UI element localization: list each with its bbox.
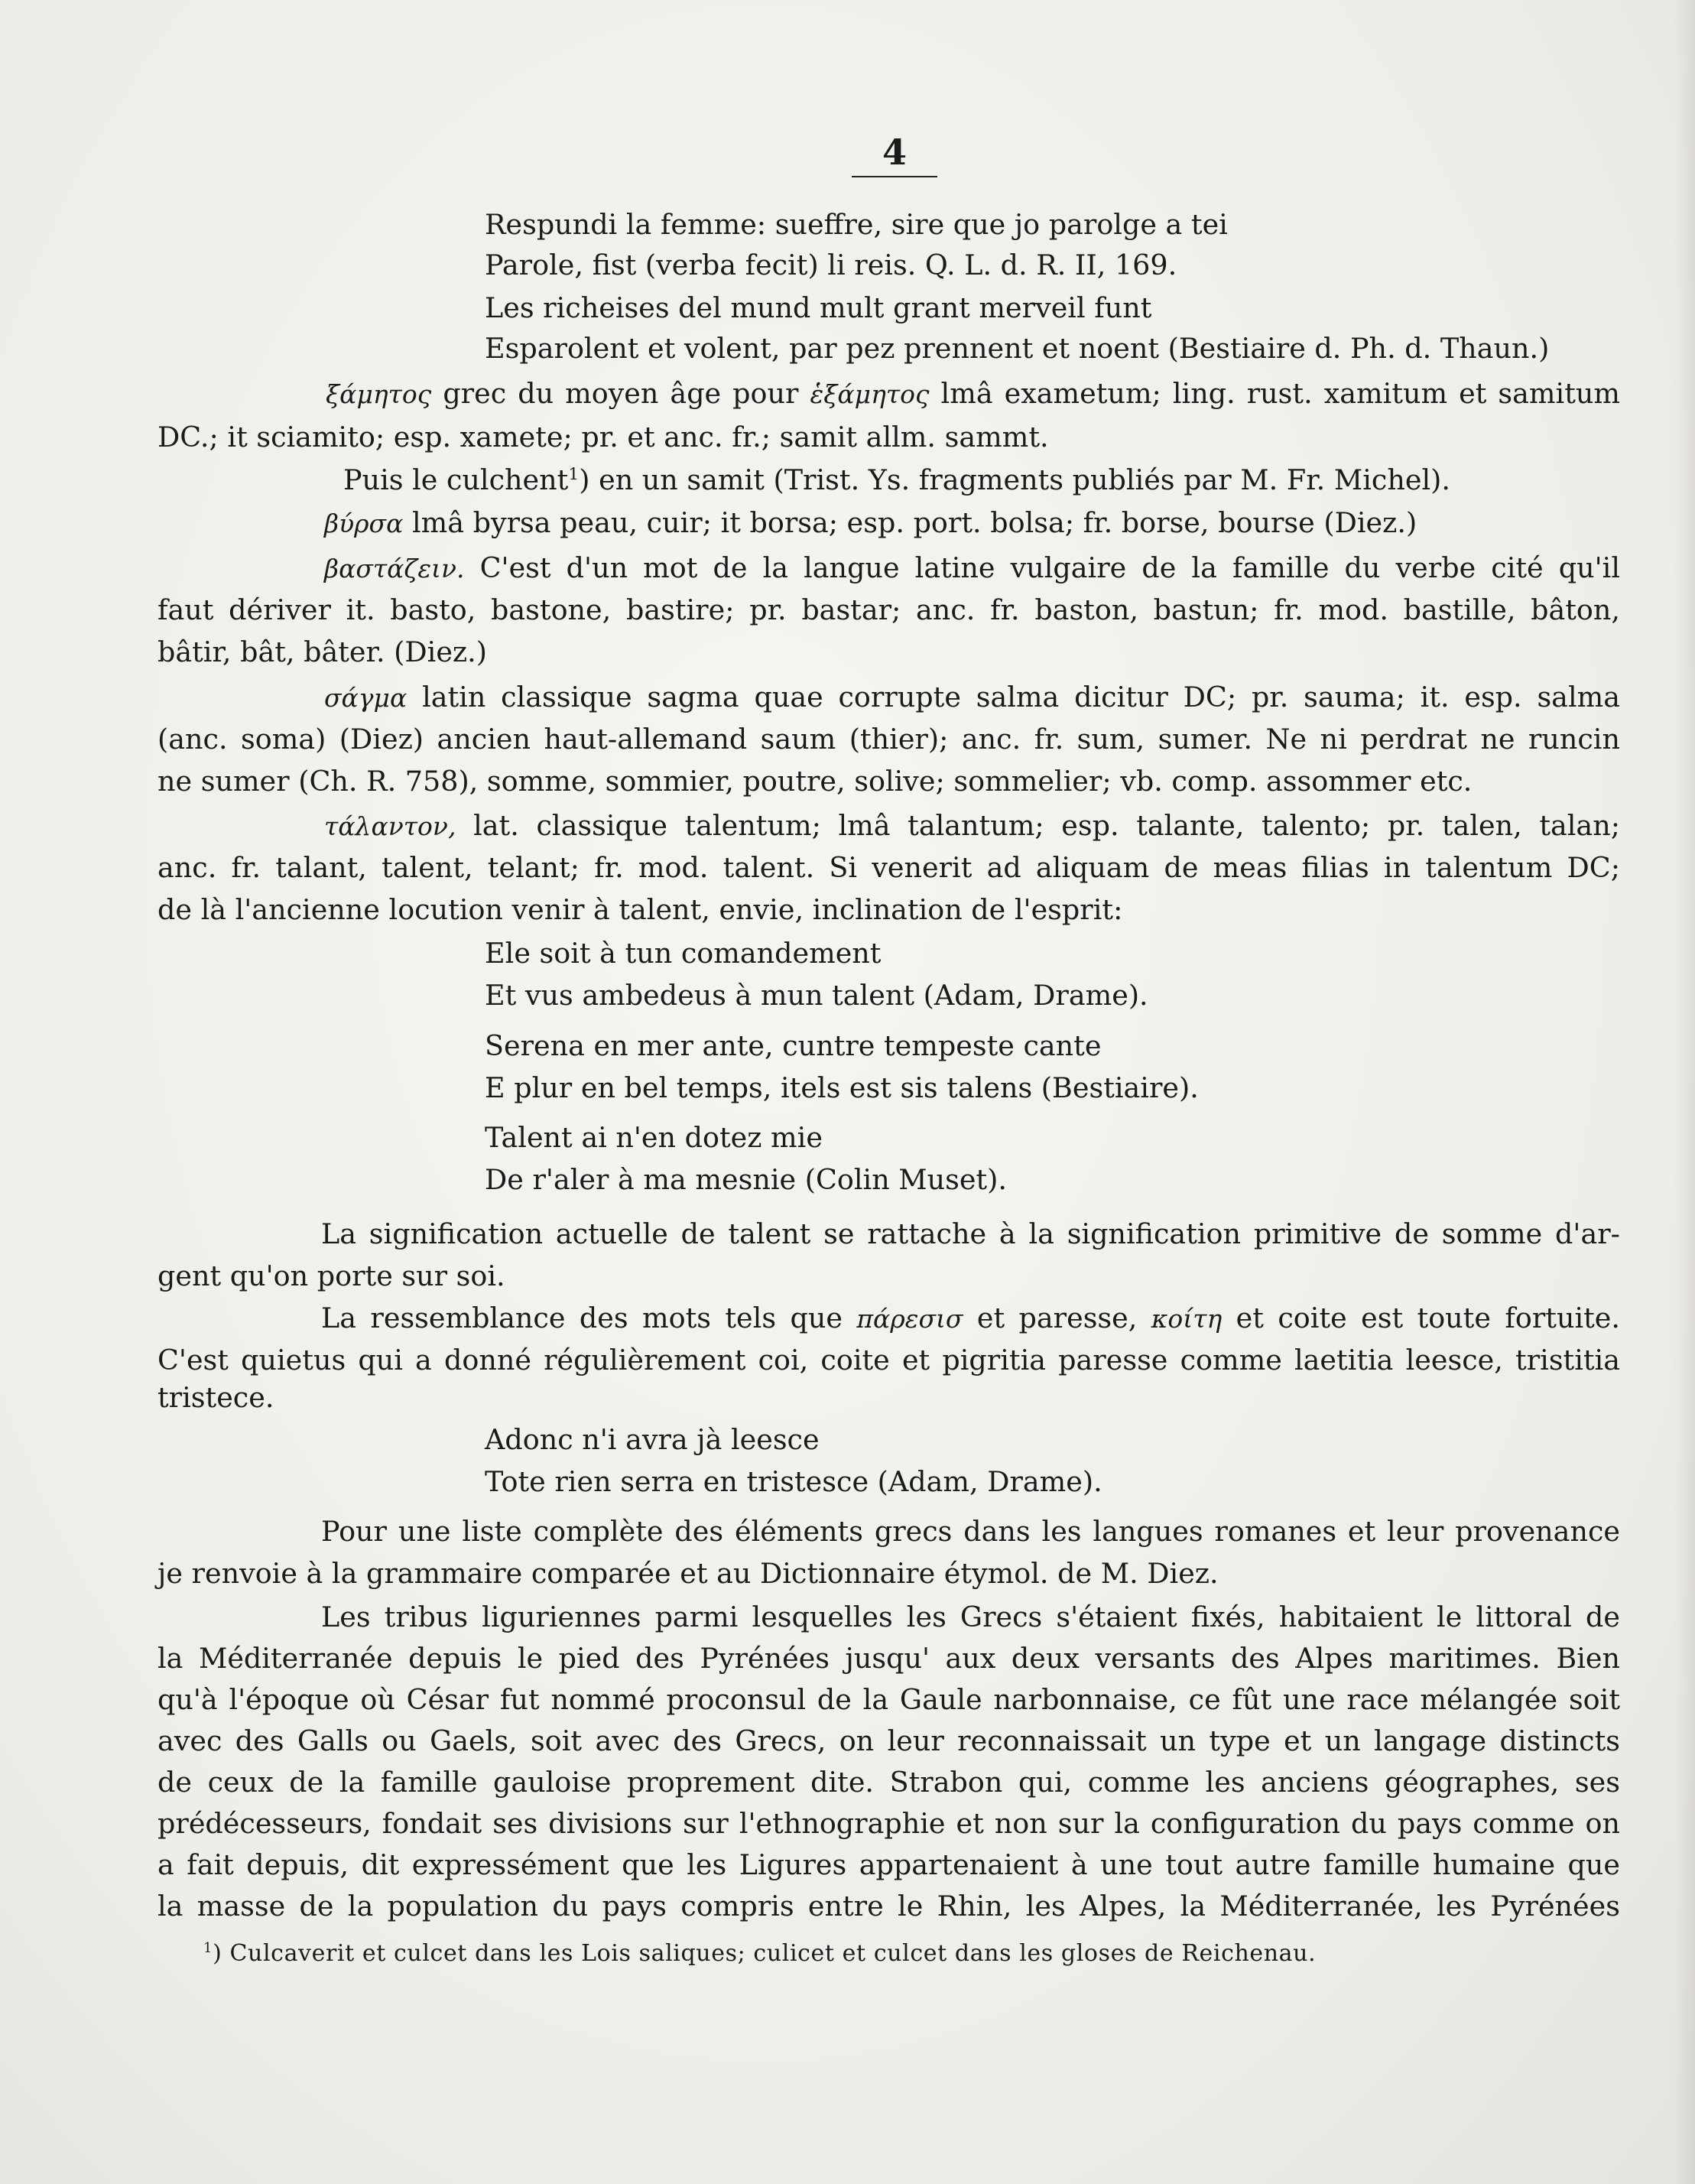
verse-line: Serena en mer ante, cuntre tempeste cante xyxy=(485,1029,1102,1062)
text-line: βύρσα lmâ byrsa peau, cuir; it borsa; esp. port. bolsa; fr. borse, bourse (Diez.) xyxy=(324,506,1417,539)
text-line: Pour une liste complète des éléments grecs dans les langues romanes et leur provenance xyxy=(321,1515,1620,1548)
text-line: gent qu'on porte sur soi. xyxy=(157,1259,505,1292)
greek-word: κοίτη xyxy=(1151,1304,1223,1334)
text-line: σάγμα latin classique sagma quae corrupte salma dicitur DC; pr. sauma; it. esp. salma xyxy=(324,681,1620,713)
verse-line: Esparolent et volent, par pez prennent et noent (Bestiaire d. Ph. d. Thaun.) xyxy=(485,332,1550,365)
text-line: la masse de la population du pays compris entre le Rhin, les Alpes, la Méditerranée, les Pyrénées xyxy=(157,1890,1620,1922)
greek-word: βαστάζειν. xyxy=(324,554,465,583)
footnote-ref: 1 xyxy=(568,464,580,484)
verse-line: Les richeises del mund mult grant merveil funt xyxy=(485,291,1152,324)
verse-line: Et vus ambedeus à mun talent (Adam, Drame). xyxy=(485,979,1148,1012)
text-line: La signification actuelle de talent se rattache à la signification primitive de somme d'ar- xyxy=(321,1217,1620,1250)
footnote xyxy=(203,1942,1316,1965)
verse-line: Adonc n'i avra jà leesce xyxy=(485,1423,820,1456)
greek-word: βύρσα xyxy=(324,509,404,538)
verse-line: Ele soit à tun comandement xyxy=(485,937,882,970)
verse-line: Tote rien serra en tristesce (Adam, Drame). xyxy=(485,1465,1102,1498)
page-number-rule xyxy=(852,176,937,177)
text-line: tristece. xyxy=(157,1381,274,1414)
text-line: faut dériver it. basto, bastone, bastire; pr. bastar; anc. fr. baston, bastun; fr. mod. bastille, bâton, xyxy=(157,593,1620,626)
text-line: ξάμητος grec du moyen âge pour ἑξάμητος lmâ exametum; ling. rust. xamitum et samitum xyxy=(326,377,1620,410)
text-line: prédécesseurs, fondait ses divisions sur l'ethnographie et non sur la configuration du pays comme on xyxy=(157,1807,1620,1840)
greek-word: ξάμητος xyxy=(326,379,432,409)
text-line: de là l'ancienne locution venir à talent, envie, inclination de l'esprit: xyxy=(157,893,1123,926)
text-line: de ceux de la famille gauloise proprement dite. Strabon qui, comme les anciens géographes, ses xyxy=(157,1766,1620,1799)
text-line: qu'à l'époque où César fut nommé proconsul de la Gaule narbonnaise, ce fût une race mélangée soit xyxy=(157,1683,1620,1716)
text-line: a fait depuis, dit expressément que les Ligures appartenaient à une tout autre famille humaine que xyxy=(157,1848,1620,1881)
text-line: avec des Galls ou Gaels, soit avec des Grecs, on leur reconnaissait un type et un langage distincts xyxy=(157,1724,1620,1757)
verse-line: Talent ai n'en dotez mie xyxy=(485,1121,823,1154)
greek-word: πάρεσισ xyxy=(856,1304,963,1334)
text-line: anc. fr. talant, talent, telant; fr. mod. talent. Si venerit ad aliquam de meas filias in talentum DC; xyxy=(157,851,1620,884)
text-line: ne sumer (Ch. R. 758), somme, sommier, poutre, solive; sommelier; vb. comp. assommer etc. xyxy=(157,765,1473,798)
text-line: τάλαντον, lat. classique talentum; lmâ talantum; esp. talante, talento; pr. talen, talan; xyxy=(324,809,1620,842)
text-line: DC.; it sciamito; esp. xamete; pr. et anc. fr.; samit allm. sammt. xyxy=(157,421,1049,453)
text-line: (anc. soma) (Diez) ancien haut-allemand saum (thier); anc. fr. sum, sumer. Ne ni perdrat ne runcin xyxy=(157,723,1620,756)
text-line: C'est quietus qui a donné régulièrement coi, coite et pigritia paresse comme laetitia leesce, tristitia xyxy=(157,1344,1620,1376)
text-line: Les tribus liguriennes parmi lesquelles les Grecs s'étaient fixés, habitaient le littoral de xyxy=(321,1601,1620,1633)
verse-line: De r'aler à ma mesnie (Colin Muset). xyxy=(485,1163,1008,1196)
verse-line: Parole, fist (verba fecit) li reis. Q. L. d. R. II, 169. xyxy=(485,249,1177,281)
page-number: 4 xyxy=(882,132,907,173)
text-line: bâtir, bât, bâter. (Diez.) xyxy=(157,635,487,668)
greek-word: σάγμα xyxy=(324,683,408,713)
greek-word: ἑξάμητος xyxy=(810,379,930,409)
greek-word: τάλαντον, xyxy=(324,811,456,841)
verse-line: E plur en bel temps, itels est sis talens (Bestiaire). xyxy=(485,1071,1199,1104)
text-line: la Méditerranée depuis le pied des Pyrénées jusqu' aux deux versants des Alpes maritimes. Bien xyxy=(157,1642,1620,1675)
text-line: Puis le culchent$^1$) en un samit (Trist. Ys. fragments publiés par M. Fr. Michel). xyxy=(343,463,1450,496)
text-line: je renvoie à la grammaire comparée et au Dictionnaire étymol. de M. Diez. xyxy=(157,1557,1219,1590)
page-edge-shadow xyxy=(1674,0,1695,2184)
footnote-marker: 1 xyxy=(203,1940,213,1956)
verse-line: Respundi la femme: sueffre, sire que jo parolge a tei xyxy=(485,208,1228,241)
text-line: βαστάζειν. C'est d'un mot de la langue latine vulgaire de la famille du verbe cité qu'il xyxy=(324,551,1620,584)
text-line: La ressemblance des mots tels que πάρεσισ et paresse, κοίτη et coite est toute fortuite. xyxy=(321,1302,1621,1334)
footnote-text: ) Culcaverit et culcet dans les Lois saliques; culicet et culcet dans les gloses de Reichenau. xyxy=(213,1940,1317,1967)
